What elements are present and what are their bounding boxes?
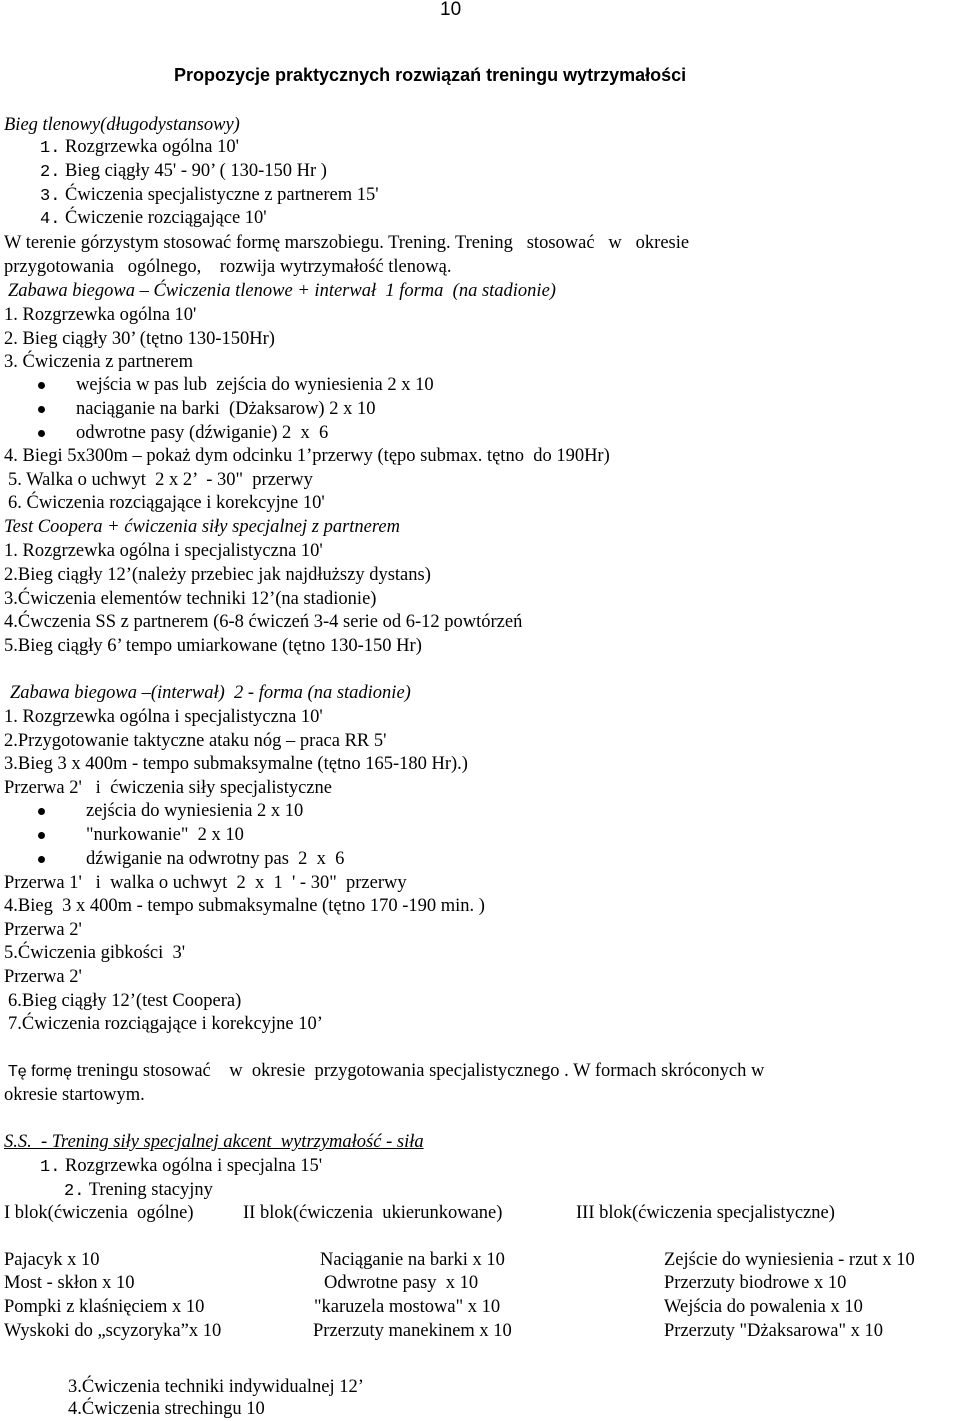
table-cell: Odwrotne pasy x 10 [324,1273,479,1293]
table-cell: Zejście do wyniesienia - rzut x 10 [664,1250,915,1270]
block-header: II blok(ćwiczenia ukierunkowane) [243,1203,503,1223]
list-item: 4.Ćwczenia SS z partnerem (6-8 ćwiczeń 3-4 serie od 6-12 powtórzeń [4,612,523,632]
list-item: 1. Rozgrzewka ogólna i specjalistyczna 10' [4,707,323,727]
section-heading-special-strength: S.S. - Trening siły specjalnej akcent wytrzymałość - siła [4,1132,424,1152]
bullet-item: dźwiganie na odwrotny pas 2 x 6 [86,849,345,869]
list-number: 4. [40,210,61,229]
list-number: 3. [40,187,61,206]
list-item: 4.Ćwiczenia strechingu 10 [68,1399,265,1419]
bullet-icon [38,430,45,437]
bullet-icon [38,382,45,389]
bullet-item: naciąganie na barki (Dżaksarow) 2 x 10 [76,399,376,419]
list-item: 5.Ćwiczenia gibkości 3' [4,943,186,963]
page-title: Propozycje praktycznych rozwiązań treningu wytrzymałości [174,65,687,85]
bullet-icon [38,406,45,413]
list-item: Przerwa 2' i ćwiczenia siły specjalistyczne [4,778,332,798]
list-item: 2.Przygotowanie taktyczne ataku nóg – praca RR 5' [4,731,387,751]
paragraph-line: przygotowania ogólnego, rozwija wytrzymałość tlenową. [4,257,452,277]
table-cell: Pompki z klaśnięciem x 10 [4,1297,205,1317]
list-item [40,207,267,231]
page-number: 10 [440,0,462,20]
list-item: 7.Ćwiczenia rozciągające i korekcyjne 10’ [8,1014,323,1034]
list-number: 2. [40,163,61,182]
list-item: Przerwa 2' [4,967,82,987]
section-heading-cooper-test: Test Coopera + ćwiczenia siły specjalnej z partnerem [4,517,400,537]
block-header: III blok(ćwiczenia specjalistyczne) [576,1203,835,1223]
list-item [64,1179,213,1203]
list-text: Bieg ciągły 45' - 90’ ( 130-150 Hr ) [65,161,327,181]
list-item: 3.Bieg 3 x 400m - tempo submaksymalne (tętno 165-180 Hr).) [4,754,468,774]
list-item: 3.Ćwiczenia elementów techniki 12’(na stadionie) [4,589,377,609]
bullet-item: "nurkowanie" 2 x 10 [86,825,244,845]
list-text: Ćwiczenia specjalistyczne z partnerem 15' [65,185,379,205]
list-item [40,1155,322,1179]
list-item [40,160,327,184]
list-item: 4.Bieg 3 x 400m - tempo submaksymalne (tętno 170 -190 min. ) [4,896,485,916]
list-item [40,136,239,160]
list-item: 3. Ćwiczenia z partnerem [4,352,194,372]
table-cell: Przerzuty biodrowe x 10 [664,1273,847,1293]
list-text: Ćwiczenie rozciągające 10' [65,208,267,228]
table-cell: Wyskoki do „scyzoryka”x 10 [4,1321,222,1341]
table-cell: Przerzuty "Dżaksarowa" x 10 [664,1321,884,1341]
list-item: 5.Bieg ciągły 6’ tempo umiarkowane (tętno 130-150 Hr) [4,636,422,656]
list-item: 6.Bieg ciągły 12’(test Coopera) [8,991,242,1011]
list-number: 1. [40,1158,61,1177]
section-heading-interval-2: Zabawa biegowa –(interwał) 2 - forma (na stadionie) [10,683,411,703]
list-item [40,184,379,208]
list-item: Przerwa 2' [4,920,82,940]
list-item: 4. Biegi 5x300m – pokaż dym odcinku 1’przerwy (tępo submax. tętno do 190Hr) [4,446,610,466]
list-item: 6. Ćwiczenia rozciągające i korekcyjne 10' [8,493,325,513]
section-heading-interval-1: Zabawa biegowa – Ćwiczenia tlenowe + interwał 1 forma (na stadionie) [8,281,556,301]
note-text: treningu stosować w okresie przygotowania specjalistycznego . W formach skróconych w [72,1061,765,1081]
bullet-item: odwrotne pasy (dźwiganie) 2 x 6 [76,423,329,443]
list-item: 2.Bieg ciągły 12’(należy przebiec jak najdłuższy dystans) [4,565,431,585]
list-item: 3.Ćwiczenia techniki indywidualnej 12’ [68,1377,364,1397]
table-cell: Naciąganie na barki x 10 [320,1250,505,1270]
paragraph-line: okresie startowym. [4,1085,145,1105]
paragraph-line: W terenie górzystym stosować formę marszobiegu. Trening. Trening stosować w okresie [4,233,690,253]
bullet-icon [38,832,45,839]
table-cell: Pajacyk x 10 [4,1250,100,1270]
list-item: Przerwa 1' i walka o uchwyt 2 x 1 ' - 30" przerwy [4,873,407,893]
table-cell: "karuzela mostowa" x 10 [314,1297,501,1317]
list-item: 1. Rozgrzewka ogólna 10' [4,305,197,325]
list-text: Trening stacyjny [88,1180,213,1200]
table-cell: Wejścia do powalenia x 10 [664,1297,863,1317]
list-number: 2. [64,1182,85,1201]
block-header: I blok(ćwiczenia ogólne) [4,1203,194,1223]
note-lead: Tę formę [8,1063,73,1080]
list-text: Rozgrzewka ogólna i specjalna 15' [65,1156,323,1176]
list-item: 5. Walka o uchwyt 2 x 2’ - 30" przerwy [8,470,313,490]
bullet-item: wejścia w pas lub zejścia do wyniesienia 2 x 10 [76,375,434,395]
bullet-item: zejścia do wyniesienia 2 x 10 [86,801,304,821]
list-item: 1. Rozgrzewka ogólna i specjalistyczna 10' [4,541,323,561]
section-heading-aerobic-run: Bieg tlenowy(długodystansowy) [4,115,240,135]
table-cell: Przerzuty manekinem x 10 [313,1321,512,1341]
table-cell: Most - skłon x 10 [4,1273,135,1293]
list-item: 2. Bieg ciągły 30’ (tętno 130-150Hr) [4,329,275,349]
bullet-icon [38,856,45,863]
bullet-icon [38,808,45,815]
list-text: Rozgrzewka ogólna 10' [65,137,239,157]
list-number: 1. [40,139,61,158]
paragraph-line [8,1060,764,1083]
